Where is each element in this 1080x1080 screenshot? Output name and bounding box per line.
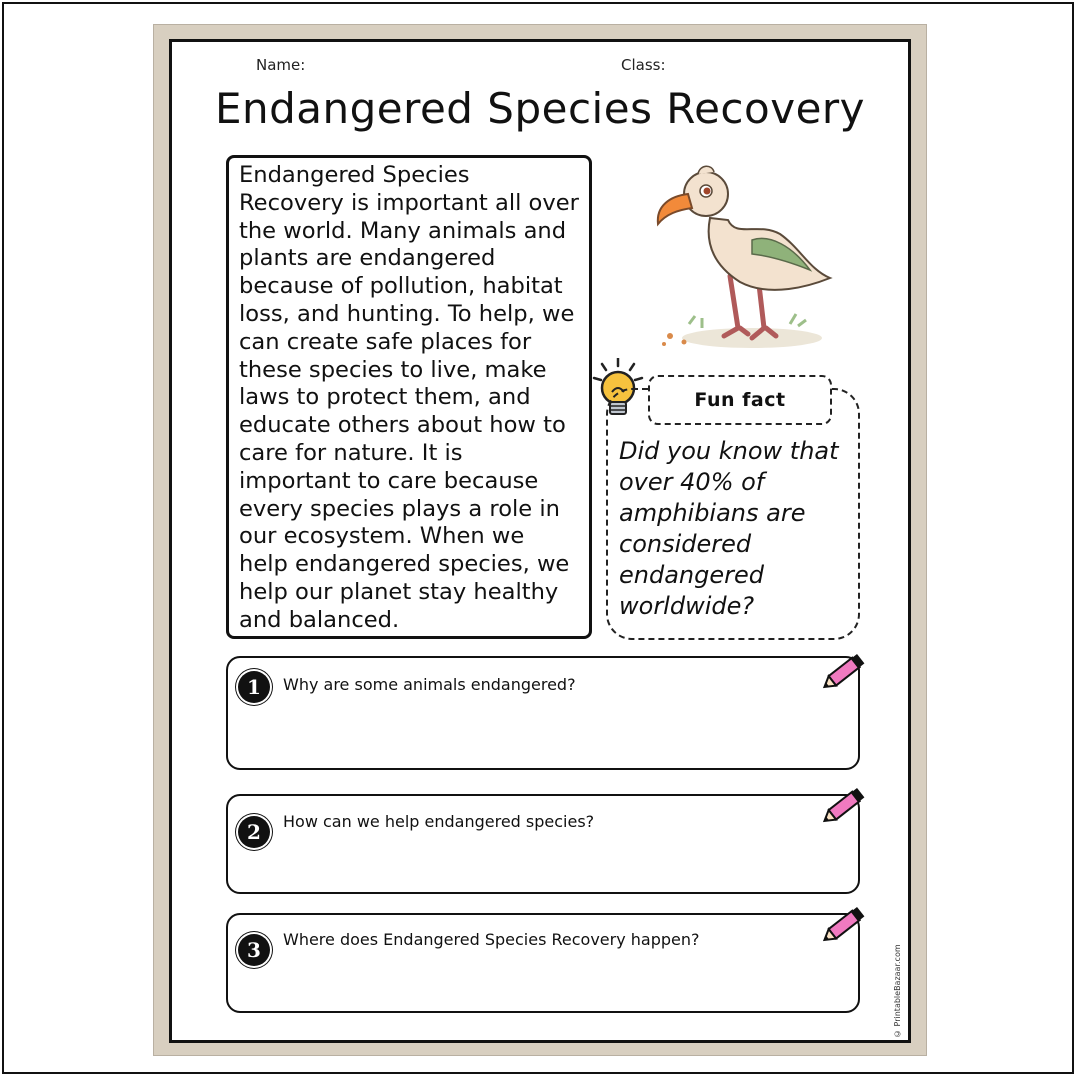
fun-fact-text: Did you know that over 40% of amphibians are considered endangered worldwide? xyxy=(619,437,839,620)
copyright-credit: © PrintableBazaar.com xyxy=(893,944,902,1038)
question-text-2: How can we help endangered species? xyxy=(283,812,595,831)
question-text-3: Where does Endangered Species Recovery happen? xyxy=(283,930,700,949)
passage-text: Endangered Species Recovery is important all over the world. Many animals and plants are endangered because of pollution, habitat loss, and hunting. To help, we can create safe places for these species to live, make laws to protect them, and educate others about how to care for nature. It is important to care because every species plays a role in our ecosystem. When we help endangered species, we help our planet stay healthy and balanced. xyxy=(239,162,579,633)
answer-box-2[interactable] xyxy=(226,794,860,894)
name-label: Name: xyxy=(256,56,306,74)
question-text-1: Why are some animals endangered? xyxy=(283,675,576,694)
bird-illustration-icon xyxy=(640,158,840,358)
pencil-icon xyxy=(818,903,870,949)
question-number-1: 1 xyxy=(238,671,270,703)
reading-passage xyxy=(226,155,592,639)
class-label: Class: xyxy=(621,56,666,74)
answer-box-1[interactable] xyxy=(226,656,860,770)
fun-fact-label: Fun fact xyxy=(648,375,832,425)
question-number-3: 3 xyxy=(238,934,270,966)
answer-box-3[interactable] xyxy=(226,913,860,1013)
pencil-icon xyxy=(818,650,870,696)
question-number-2: 2 xyxy=(238,816,270,848)
page-title: Endangered Species Recovery xyxy=(214,84,866,133)
pencil-icon xyxy=(818,784,870,830)
